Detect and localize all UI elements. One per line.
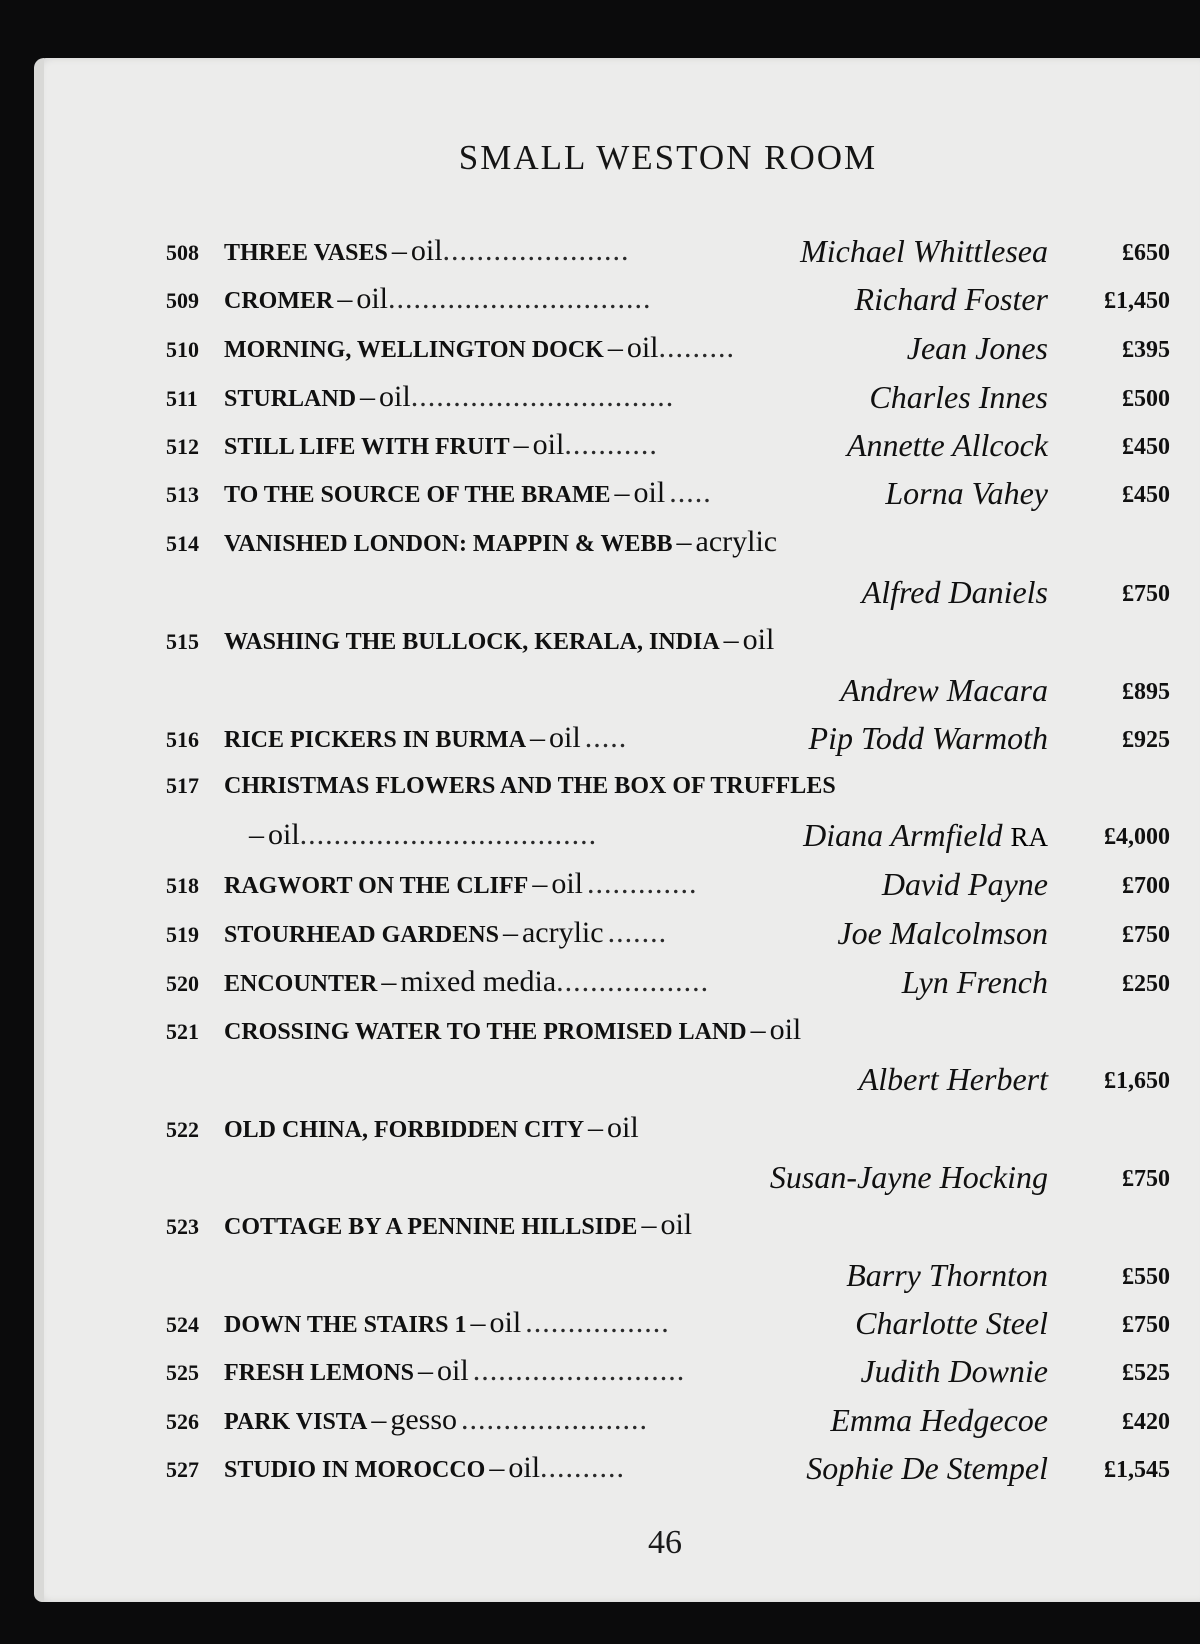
- entry-medium: oil: [551, 867, 583, 900]
- entry-medium: gesso: [390, 1403, 458, 1436]
- entry-artist: Annette Allcock: [846, 427, 1048, 463]
- entry-medium: oil: [532, 428, 565, 461]
- entry-price: £925: [1122, 727, 1170, 753]
- entry-artist: Susan-Jayne Hocking: [769, 1159, 1048, 1195]
- entry-number: 510: [166, 337, 199, 362]
- entry-title: STURLAND: [224, 386, 357, 412]
- dot-leader: .........: [658, 331, 735, 364]
- entry-title: CROMER: [224, 288, 334, 314]
- entry-artist: Lorna Vahey: [885, 475, 1048, 511]
- entry-519: 519 STOURHEAD GARDENS – acrylic .......: [166, 909, 667, 957]
- entry-number: 523: [166, 1214, 199, 1239]
- entry-medium: oil: [437, 1354, 469, 1387]
- entry-number: 519: [166, 922, 199, 947]
- dot-leader: ..................: [556, 965, 710, 998]
- entry-artist: Emma Hedgecoe: [830, 1402, 1048, 1438]
- entry-medium: oil: [769, 1013, 802, 1046]
- entry-number: 521: [166, 1019, 199, 1044]
- dot-leader: .............: [586, 867, 698, 900]
- entry-524: 524 DOWN THE STAIRS 1 – oil .................: [166, 1299, 670, 1347]
- dot-leader: .........................: [472, 1354, 686, 1387]
- entry-artist: Lyn French: [901, 964, 1048, 1000]
- entry-price: £500: [1122, 386, 1170, 412]
- dot-leader: .....: [669, 476, 712, 509]
- entry-520: 520 ENCOUNTER – mixed media..................: [166, 958, 709, 1006]
- entry-medium: oil: [489, 1306, 522, 1339]
- entry-510: 510 MORNING, WELLINGTON DOCK – oil.........: [166, 324, 735, 372]
- entry-price: £450: [1122, 434, 1170, 460]
- dot-leader: .......: [607, 916, 668, 949]
- entry-title: THREE VASES: [224, 240, 388, 266]
- entry-title: CROSSING WATER TO THE PROMISED LAND: [224, 1019, 747, 1045]
- entry-title: RAGWORT ON THE CLIFF: [224, 873, 529, 899]
- entry-honours: RA: [1010, 822, 1048, 852]
- entry-513: 513 TO THE SOURCE OF THE BRAME – oil .....: [166, 469, 712, 517]
- entry-title: COTTAGE BY A PENNINE HILLSIDE: [224, 1214, 638, 1240]
- entry-medium: oil: [356, 282, 388, 315]
- entry-number: 526: [166, 1409, 199, 1434]
- entry-medium: oil: [268, 818, 300, 851]
- entry-price: £750: [1122, 1166, 1170, 1192]
- dot-leader: ...............................: [388, 282, 652, 315]
- entry-title: DOWN THE STAIRS 1: [224, 1312, 467, 1338]
- entry-price: £700: [1122, 873, 1170, 899]
- entry-medium: acrylic: [521, 916, 604, 949]
- entry-516: 516 RICE PICKERS IN BURMA – oil .....: [166, 714, 627, 762]
- entry-artist: Jean Jones: [906, 330, 1048, 366]
- entry-number: 525: [166, 1360, 199, 1385]
- entry-artist: Richard Foster: [854, 281, 1048, 317]
- entry-title: WASHING THE BULLOCK, KERALA, INDIA: [224, 629, 720, 655]
- entry-price: £250: [1122, 971, 1170, 997]
- entry-price: £750: [1122, 581, 1170, 607]
- entry-price: £525: [1122, 1360, 1170, 1386]
- entry-number: 520: [166, 971, 199, 996]
- dot-leader: ......................: [461, 1403, 649, 1436]
- entry-number: 508: [166, 240, 199, 265]
- entry-title: OLD CHINA, FORBIDDEN CITY: [224, 1117, 585, 1143]
- entry-artist: Charlotte Steel: [855, 1305, 1048, 1341]
- entry-title: TO THE SOURCE OF THE BRAME: [224, 482, 611, 508]
- entry-medium: oil: [410, 234, 443, 267]
- entry-price: £1,650: [1104, 1068, 1170, 1094]
- entry-title: STUDIO IN MOROCCO: [224, 1457, 486, 1483]
- entry-artist: Barry Thornton: [846, 1257, 1048, 1293]
- entry-518: 518 RAGWORT ON THE CLIFF – oil .............: [166, 860, 697, 908]
- entry-artist: Alfred Daniels: [861, 574, 1048, 610]
- entry-medium: acrylic: [695, 525, 778, 558]
- entry-number: 511: [166, 386, 198, 411]
- entry-527: 527 STUDIO IN MOROCCO – oil..........: [166, 1444, 625, 1492]
- entry-price: £650: [1122, 240, 1170, 266]
- dot-leader: ......................: [442, 234, 630, 267]
- dot-leader: .................: [525, 1306, 670, 1339]
- entry-515: 515 WASHING THE BULLOCK, KERALA, INDIA – oil: [166, 616, 774, 664]
- entry-title: CHRISTMAS FLOWERS AND THE BOX OF TRUFFLES: [224, 773, 836, 799]
- entry-517: [166, 762, 836, 810]
- entry-artist: Judith Downie: [860, 1353, 1048, 1389]
- entry-price: £750: [1122, 1312, 1170, 1338]
- entry-517-medium-line: – oil...................................: [249, 818, 598, 851]
- entry-price: £4,000: [1104, 824, 1170, 850]
- page-number: 46: [648, 1524, 682, 1561]
- entry-medium: oil: [742, 623, 775, 656]
- entry-price: £750: [1122, 922, 1170, 948]
- entry-medium: oil: [660, 1208, 693, 1241]
- entry-number: 517: [166, 773, 199, 798]
- entry-artist: Charles Innes: [869, 379, 1048, 415]
- entry-medium: oil: [549, 721, 581, 754]
- entry-medium: oil: [633, 476, 666, 509]
- entry-artist: Diana Armfield: [803, 817, 1003, 853]
- entry-number: 515: [166, 629, 199, 654]
- entry-title: STOURHEAD GARDENS: [224, 922, 499, 948]
- entry-number: 512: [166, 434, 199, 459]
- entry-medium: oil: [508, 1451, 541, 1484]
- entry-521: 521 CROSSING WATER TO THE PROMISED LAND – oil: [166, 1006, 801, 1054]
- entry-512: 512 STILL LIFE WITH FRUIT – oil...........: [166, 421, 658, 469]
- dot-leader: ...............................: [410, 380, 675, 413]
- entry-511: 511 STURLAND – oil...............................: [166, 373, 674, 421]
- entry-title: PARK VISTA: [224, 1409, 368, 1435]
- entry-artist: Albert Herbert: [858, 1061, 1048, 1097]
- entry-number: 514: [166, 531, 199, 556]
- entry-526: 526 PARK VISTA – gesso ......................: [166, 1396, 648, 1444]
- dot-leader: ..........: [540, 1451, 626, 1484]
- entry-price: £550: [1122, 1264, 1170, 1290]
- dot-leader: .....: [584, 721, 628, 754]
- entry-price: £450: [1122, 482, 1170, 508]
- entry-number: 524: [166, 1312, 199, 1337]
- entry-artist: Andrew Macara: [840, 672, 1048, 708]
- entry-medium: mixed media: [400, 965, 557, 998]
- entry-artist: Michael Whittlesea: [800, 233, 1048, 269]
- dot-leader: ...................................: [299, 818, 598, 851]
- entry-number: 516: [166, 727, 199, 752]
- entry-title: RICE PICKERS IN BURMA: [224, 727, 527, 753]
- entry-price: £1,545: [1104, 1457, 1170, 1483]
- room-heading: SMALL WESTON ROOM: [458, 138, 878, 177]
- entry-title: STILL LIFE WITH FRUIT: [224, 434, 510, 460]
- entry-508: 508 THREE VASES – oil......................: [166, 227, 630, 275]
- dot-leader: ...........: [564, 428, 658, 461]
- entry-525: 525 FRESH LEMONS – oil .........................: [166, 1347, 685, 1395]
- entry-medium: oil: [607, 1111, 639, 1144]
- entry-number: 518: [166, 873, 199, 898]
- entry-artist: Joe Malcolmson: [837, 915, 1048, 951]
- entry-price: £895: [1122, 679, 1170, 705]
- entry-artist: Sophie De Stempel: [806, 1450, 1048, 1486]
- entry-price: £420: [1122, 1409, 1170, 1435]
- entry-medium: oil: [626, 331, 659, 364]
- entry-title: VANISHED LONDON: MAPPIN & WEBB: [224, 531, 673, 557]
- entry-522: 522 OLD CHINA, FORBIDDEN CITY – oil: [166, 1104, 639, 1152]
- entry-523: 523 COTTAGE BY A PENNINE HILLSIDE – oil: [166, 1201, 692, 1249]
- entry-artist: David Payne: [881, 866, 1048, 902]
- entry-artist: Pip Todd Warmoth: [808, 720, 1048, 756]
- entry-number: 513: [166, 482, 199, 507]
- entry-number: 509: [166, 288, 199, 313]
- entry-514: 514 VANISHED LONDON: MAPPIN & WEBB – acrylic: [166, 518, 777, 566]
- entry-medium: oil: [379, 380, 411, 413]
- entry-number: 527: [166, 1457, 199, 1482]
- entry-price: £395: [1122, 337, 1170, 363]
- entry-price: £1,450: [1104, 288, 1170, 314]
- entry-number: 522: [166, 1117, 199, 1142]
- entry-title: ENCOUNTER: [224, 971, 378, 997]
- entry-title: MORNING, WELLINGTON DOCK: [224, 337, 604, 363]
- entry-title: FRESH LEMONS: [224, 1360, 415, 1386]
- entry-509: 509 CROMER – oil...............................: [166, 275, 652, 323]
